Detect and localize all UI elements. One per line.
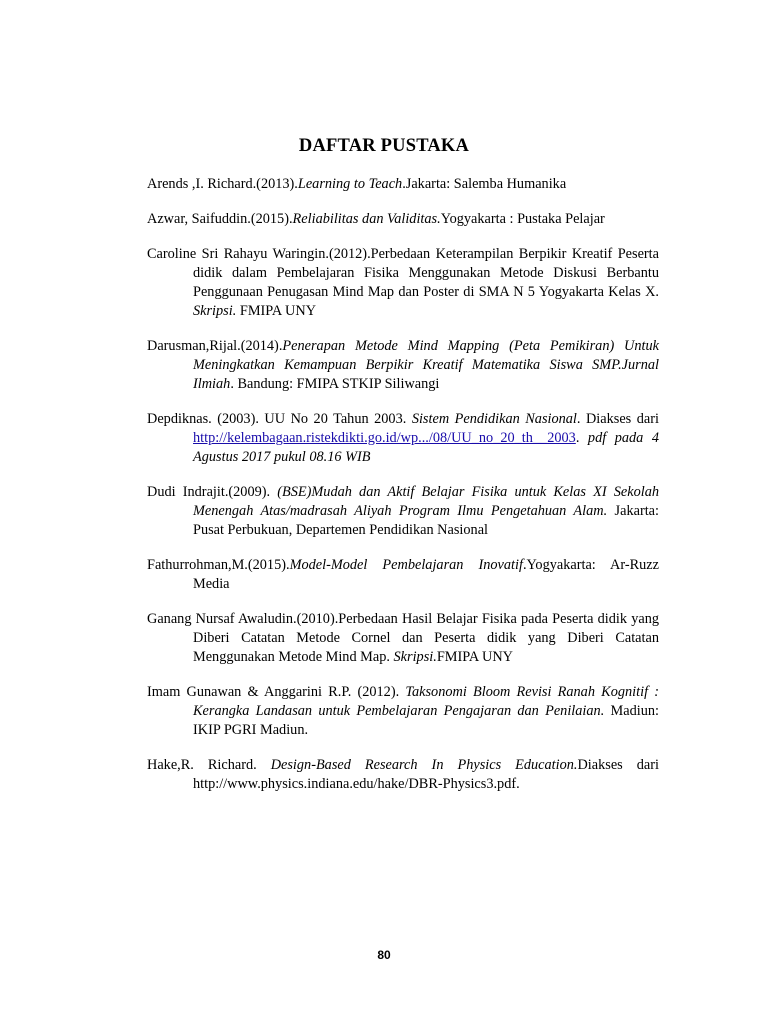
page-title: DAFTAR PUSTAKA xyxy=(298,136,470,156)
reference-text: Madiun: IKIP PGRI Madiun. xyxy=(193,703,659,738)
reference-entry xyxy=(147,210,659,229)
reference-text: Diakses dari http://www.physics.indiana.edu/hake/DBR-Physics3.pdf. xyxy=(193,757,659,792)
reference-entry xyxy=(147,756,659,794)
page-number: 80 xyxy=(377,948,391,962)
reference-text: . xyxy=(575,430,588,446)
reference-text: Darusman,Rijal.(2014). xyxy=(147,338,283,354)
reference-text: Caroline Sri Rahayu Waringin.(2012).Perbedaan Keterampilan Berpikir Kreatif Peserta didik dalam Pembelajaran Fisika Menggunakan Metode Diskusi Berbantu Penggunaan Penugasan Mind Map dan Poster di SMA N 5 Yogyakarta Kelas X. xyxy=(147,246,659,300)
reference-italic-text: Skripsi. xyxy=(393,649,437,665)
reference-link[interactable]: http://kelembagaan.ristekdikti.go.id/wp.../08/UU_no_20_th__2003 xyxy=(193,430,576,446)
reference-text: FMIPA UNY xyxy=(236,303,317,319)
reference-italic-text: Sistem Pendidikan Nasional xyxy=(411,411,577,427)
reference-text: . Diakses dari xyxy=(576,411,659,427)
reference-text: Yogyakarta : Pustaka Pelajar xyxy=(440,211,605,227)
reference-entry xyxy=(147,175,659,194)
reference-text: Jakarta: Pusat Perbukuan, Departemen Pendidikan Nasional xyxy=(193,503,659,538)
reference-text: Azwar, Saifuddin.(2015). xyxy=(147,211,293,227)
reference-italic-text: Learning to Teach xyxy=(297,176,403,192)
reference-italic-text: (BSE)Mudah dan Aktif Belajar Fisika untuk Kelas XI Sekolah Menengah Atas/madrasah Aliyah Program Ilmu Pengetahuan Alam. xyxy=(193,484,659,519)
reference-entry xyxy=(147,337,659,394)
reference-italic-text: Model-Model Pembelajaran Inovatif xyxy=(289,557,523,573)
reference-entry xyxy=(147,556,659,594)
reference-text: Imam Gunawan & Anggarini R.P. (2012). xyxy=(147,684,406,700)
reference-text: FMIPA UNY xyxy=(436,649,513,665)
reference-text: Ganang Nursaf Awaludin.(2010).Perbedaan Hasil Belajar Fisika pada Peserta didik yang Diberi Catatan Metode Cornel dan Peserta didik yang Diberi Catatan Menggunakan Metode Mind Map. xyxy=(147,611,659,665)
reference-italic-text: Reliabilitas dan Validitas. xyxy=(292,211,441,227)
reference-text: Fathurrohman,M.(2015). xyxy=(147,557,290,573)
reference-entry xyxy=(147,483,659,540)
reference-text: Arends ,I. Richard.(2013). xyxy=(147,176,298,192)
reference-text: Hake,R. Richard. xyxy=(147,757,271,773)
reference-entry xyxy=(147,683,659,740)
reference-entry xyxy=(147,410,659,467)
reference-text: .Yogyakarta: Ar-Ruzz Media xyxy=(193,557,659,592)
reference-list xyxy=(147,175,659,810)
reference-italic-text: Skripsi. xyxy=(193,303,237,319)
reference-text: Dudi Indrajit.(2009). xyxy=(147,484,278,500)
reference-text: . Bandung: FMIPA STKIP Siliwangi xyxy=(230,376,440,392)
reference-italic-text: Taksonomi Bloom Revisi Ranah Kognitif : Kerangka Landasan untuk Pembelajaran Pengajaran dan Penilaian. xyxy=(193,684,659,719)
reference-text: Depdiknas. (2003). UU No 20 Tahun 2003. xyxy=(147,411,412,427)
reference-italic-text: Penerapan Metode Mind Mapping (Peta Pemikiran) Untuk Meningkatkan Kemampuan Berpikir Kreatif Matematika Siswa SMP.Jurnal Ilmiah xyxy=(193,338,659,392)
reference-text: .Jakarta: Salemba Humanika xyxy=(402,176,567,192)
reference-italic-text: Design-Based Research In Physics Education. xyxy=(270,757,578,773)
reference-entry xyxy=(147,610,659,667)
reference-italic-text: pdf pada 4 Agustus 2017 pukul 08.16 WIB xyxy=(193,430,659,465)
reference-entry xyxy=(147,245,659,321)
